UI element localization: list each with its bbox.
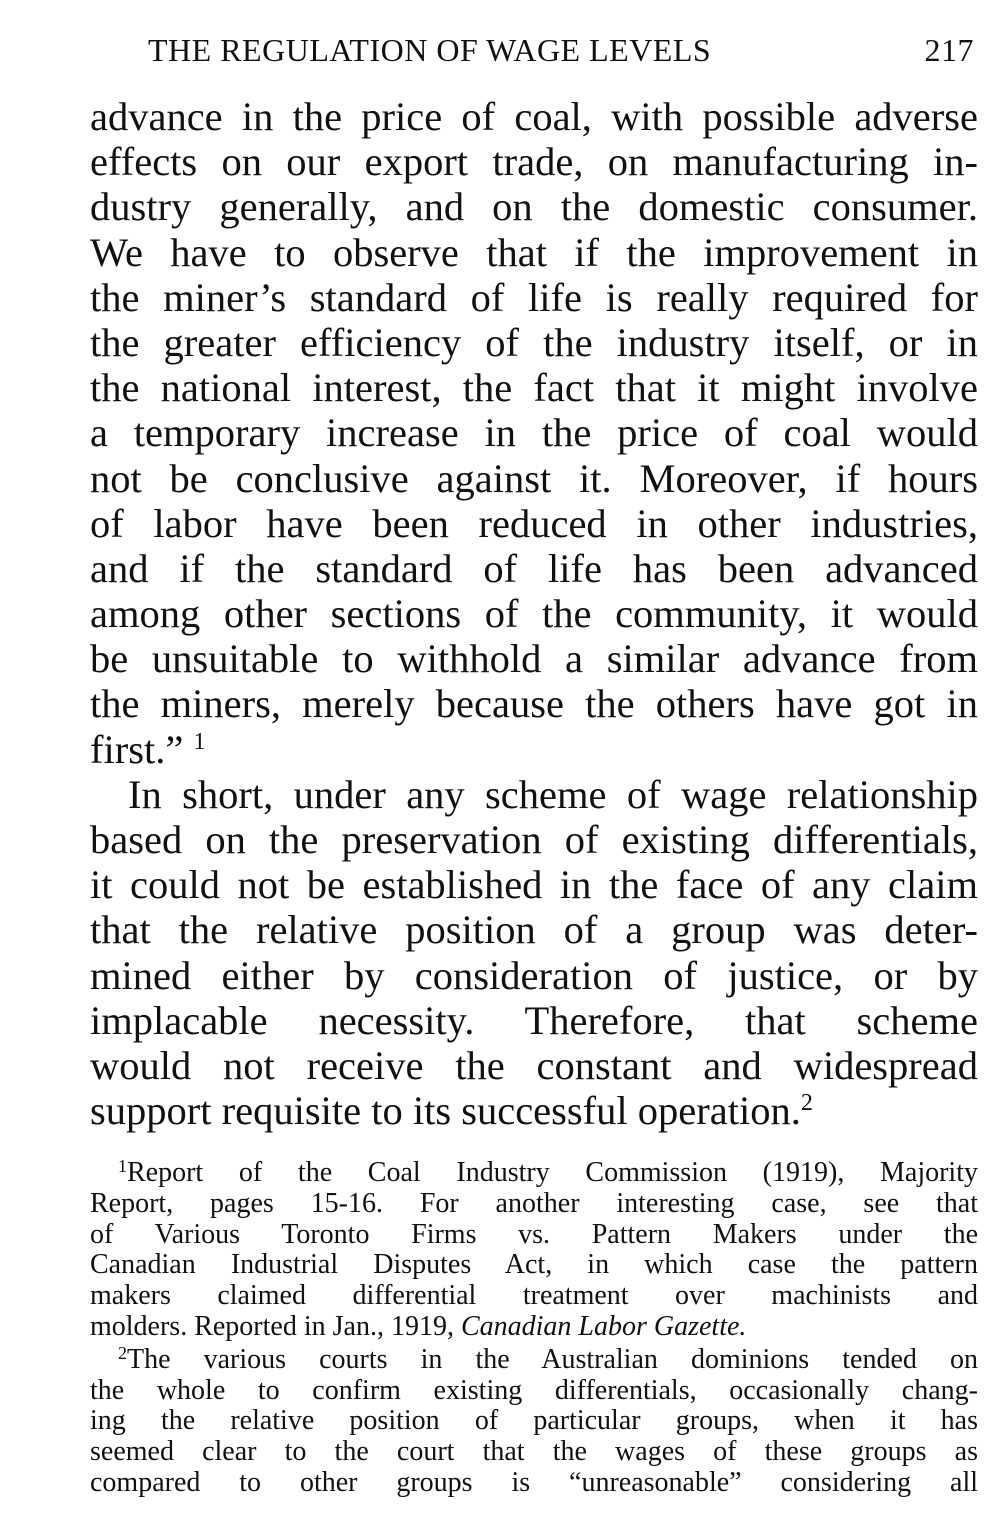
footnote-text: Report of the Coal Industry Commission (1919), Majority bbox=[127, 1157, 978, 1188]
text-line bbox=[90, 727, 978, 772]
text-line: based on the preservation of existing differentials, bbox=[90, 817, 978, 862]
footnotes bbox=[90, 1158, 978, 1499]
footnote-line: seemed clear to the court that the wages of these groups as bbox=[90, 1436, 978, 1468]
text-line: that the relative position of a group was deter- bbox=[90, 907, 978, 953]
footnote-line bbox=[90, 1342, 978, 1376]
text-line: the national interest, the fact that it might involve bbox=[90, 365, 978, 411]
footnote-text: molders. Reported in Jan., 1919, bbox=[90, 1310, 454, 1342]
text-line: be unsuitable to withhold a similar advance from bbox=[90, 636, 978, 682]
running-head-title: THE REGULATION OF WAGE LEVELS bbox=[148, 32, 712, 68]
footnote-reference-1: 1 bbox=[193, 728, 206, 755]
page-number: 217 bbox=[924, 32, 974, 68]
text-line: would not receive the constant and widespread bbox=[90, 1042, 978, 1088]
text-line: advance in the price of coal, with possible adverse bbox=[90, 94, 978, 139]
footnote-line bbox=[90, 1312, 978, 1343]
text-line: mined either by consideration of justice, or by bbox=[90, 952, 978, 998]
text-line: dustry generally, and on the domestic consumer. bbox=[90, 184, 978, 230]
text-line-content: support requisite to its successful operation. bbox=[90, 1088, 801, 1134]
journal-title: Canadian Labor Gazette. bbox=[460, 1310, 747, 1342]
text-line: a temporary increase in the price of coal would bbox=[90, 410, 978, 456]
text-line: implacable necessity. Therefore, that scheme bbox=[90, 997, 978, 1043]
text-line: it could not be established in the face of any claim bbox=[90, 862, 978, 908]
paragraph bbox=[90, 772, 978, 1134]
footnote-line: makers claimed differential treatment over machinists and bbox=[90, 1280, 978, 1312]
text-line: effects on our export trade, on manufacturing in- bbox=[90, 139, 978, 185]
footnote-2 bbox=[90, 1342, 978, 1499]
text-line: not be conclusive against it. Moreover, if hours bbox=[90, 455, 978, 501]
footnote-line: Report, pages 15-16. For another interesting case, see that bbox=[90, 1187, 978, 1219]
footnote-line: ing the relative position of particular groups, when it has bbox=[90, 1405, 978, 1437]
footnote-marker-1: 1 bbox=[118, 1156, 127, 1176]
text-line-content: first.” bbox=[90, 726, 184, 772]
footnote-line: the whole to confirm existing differentials, occasionally chang- bbox=[90, 1374, 978, 1406]
text-line bbox=[90, 1088, 978, 1133]
footnote-line: compared to other groups is “unreasonable” considering all bbox=[90, 1466, 978, 1498]
text-line: the greater efficiency of the industry itself, or in bbox=[90, 319, 978, 365]
text-line: the miners, merely because the others have got in bbox=[90, 681, 978, 727]
running-head bbox=[148, 28, 978, 72]
text-line: and if the standard of life has been advanced bbox=[90, 545, 978, 591]
main-text bbox=[90, 94, 978, 1133]
paragraph-continued bbox=[90, 94, 978, 772]
text-line: of labor have been reduced in other industries, bbox=[90, 500, 978, 546]
footnote-text: The various courts in the Australian dominions tended on bbox=[127, 1343, 978, 1375]
footnote-marker-2: 2 bbox=[118, 1342, 127, 1363]
footnote-line: Canadian Industrial Disputes Act, in which case the pattern bbox=[90, 1249, 978, 1281]
footnote-1 bbox=[90, 1158, 978, 1343]
footnote-line bbox=[90, 1158, 978, 1189]
footnote-reference-2: 2 bbox=[800, 1090, 813, 1117]
footnote-line: of Various Toronto Firms vs. Pattern Makers under the bbox=[90, 1218, 978, 1250]
text-line: In short, under any scheme of wage relationship bbox=[128, 771, 978, 817]
text-line: the miner’s standard of life is really required for bbox=[90, 274, 978, 320]
text-line: among other sections of the community, it would bbox=[90, 591, 978, 637]
text-line: We have to observe that if the improvement in bbox=[90, 229, 978, 275]
